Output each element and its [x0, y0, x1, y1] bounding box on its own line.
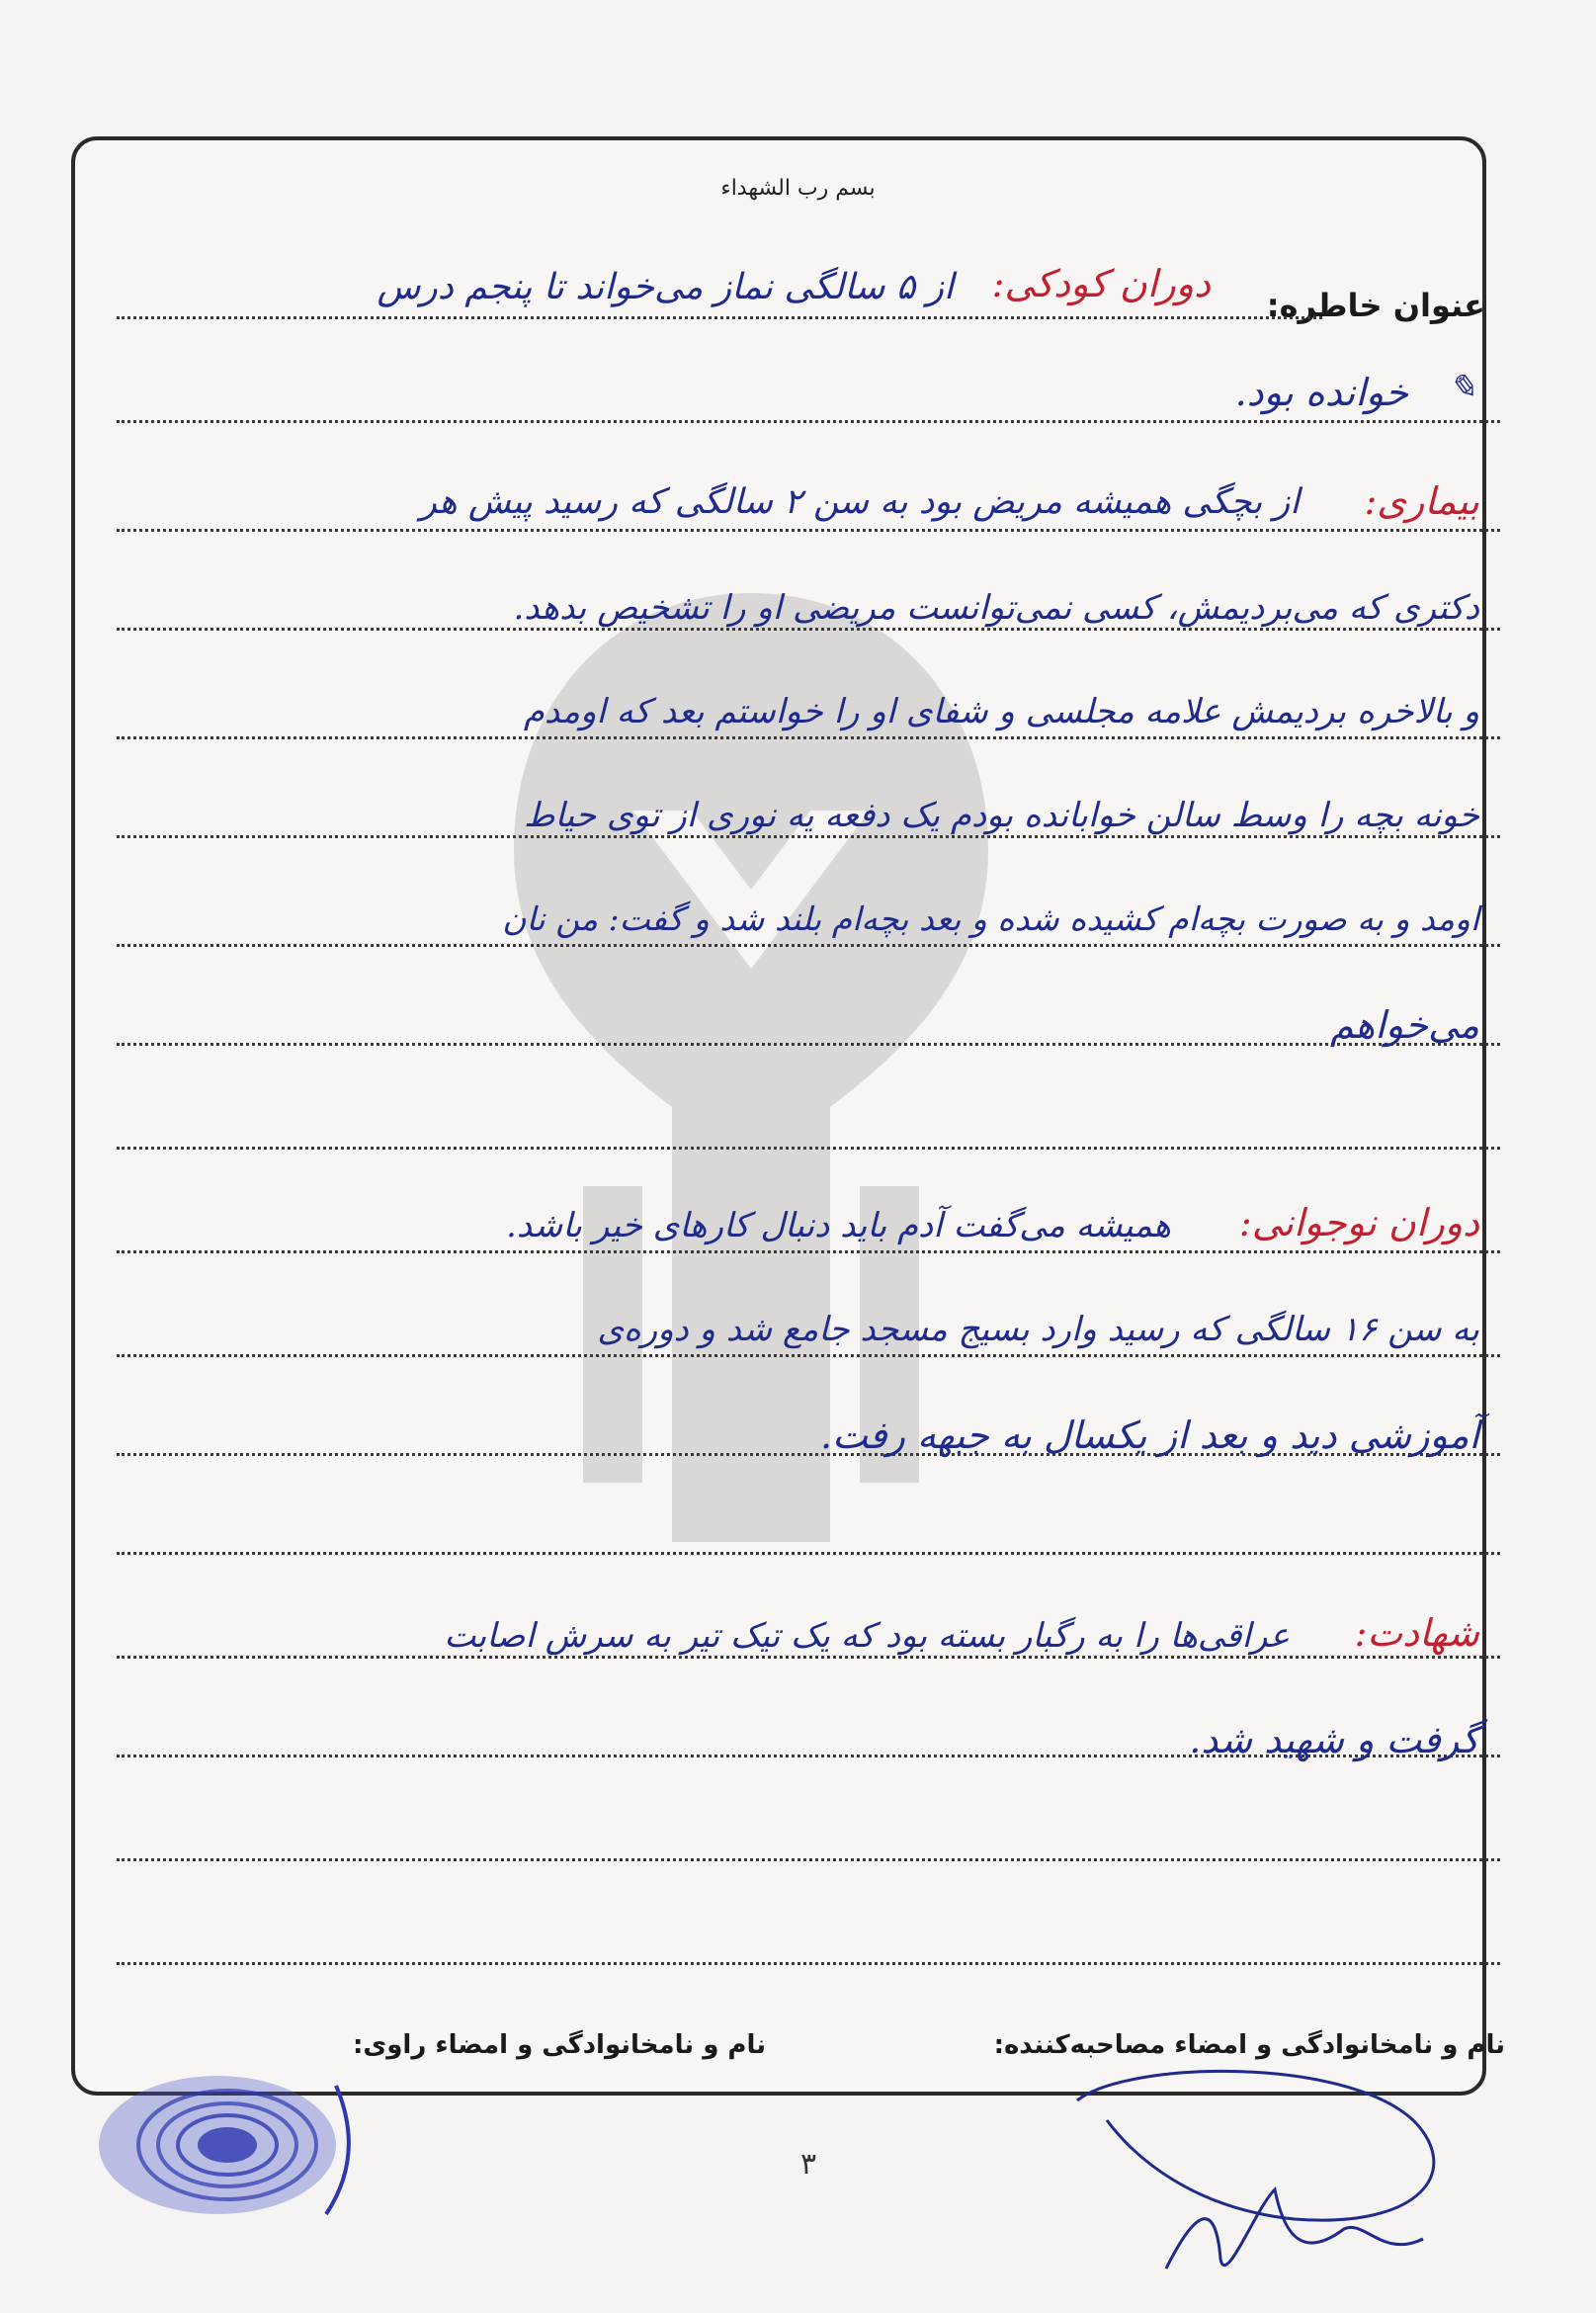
entry-heading: شهادت:: [1354, 1611, 1479, 1655]
entry-heading: دوران کودکی:: [991, 262, 1211, 305]
page-number: ۳: [800, 2147, 817, 2182]
ruled-line: [117, 1858, 1500, 1861]
signature-icon: [1048, 2061, 1463, 2298]
entry-line: می‌خواهم: [1329, 1003, 1479, 1047]
narrator-signature-label: نام و نامخانوادگی و امضاء راوی:: [353, 2030, 766, 2060]
ruled-line: [117, 736, 1500, 739]
entry-line: به سن ۱۶ سالگی که رسید وارد بسیج مسجد جامع شد و دوره‌ی: [597, 1310, 1479, 1349]
ruled-line: [117, 944, 1500, 947]
entry-line: گرفت و شهید شد.: [1189, 1718, 1479, 1761]
ruled-line: [117, 1354, 1500, 1357]
fingerprint-icon: [79, 2046, 356, 2234]
interviewer-signature-label: نام و نامخانوادگی و امضاء مصاحبه‌کننده:: [993, 2030, 1505, 2060]
memoir-title-label: عنوان خاطره:: [1266, 287, 1485, 324]
page-header-title: بسم رب الشهداء: [720, 176, 876, 201]
entry-line: همیشه می‌گفت آدم باید دنبال کارهای خیر باشد.: [506, 1206, 1171, 1245]
ruled-line: [117, 835, 1500, 838]
entry-line: خوانده بود.: [1234, 371, 1408, 414]
ruled-line: [117, 316, 1322, 319]
ruled-line: [117, 1552, 1500, 1555]
ruled-line: [117, 1250, 1500, 1253]
entry-line: و بالاخره بردیمش علامه مجلسی و شفای او را خواستم بعد که اومدم: [523, 692, 1479, 731]
ruled-line: [117, 529, 1500, 532]
ruled-line: [117, 1147, 1500, 1150]
ruled-line: [117, 420, 1500, 423]
entry-heading: دوران نوجوانی:: [1238, 1201, 1479, 1244]
entry-line: خونه بچه را وسط سالن خوابانده بودم یک دفعه یه نوری از توی حیاط: [524, 796, 1479, 835]
entry-line: اومد و به صورت بچه‌ام کشیده شده و بعد بچه‌ام بلند شد و گفت: من نان: [502, 900, 1479, 938]
ruled-line: [117, 1043, 1500, 1046]
pen-mark-icon: ✎: [1448, 368, 1477, 407]
entry-line: از بچگی همیشه مریض بود به سن ۲ سالگی که رسید پیش هر: [419, 482, 1300, 522]
ruled-line: [117, 1962, 1500, 1965]
entry-line: دکتری که می‌بردیمش، کسی نمی‌توانست مریضی او را تشخیص بدهد.: [513, 588, 1479, 628]
entry-line: آموزشی دید و بعد از یکسال به جبهه رفت.: [820, 1414, 1479, 1457]
ruled-line: [117, 1656, 1500, 1659]
entry-line: از ۵ سالگی نماز می‌خواند تا پنجم درس: [377, 267, 954, 307]
entry-heading: بیماری:: [1364, 479, 1479, 523]
entry-line: عراقی‌ها را به رگبار بسته بود که یک تیک تیر به سرش اصابت: [444, 1616, 1290, 1656]
ruled-line: [117, 628, 1500, 631]
